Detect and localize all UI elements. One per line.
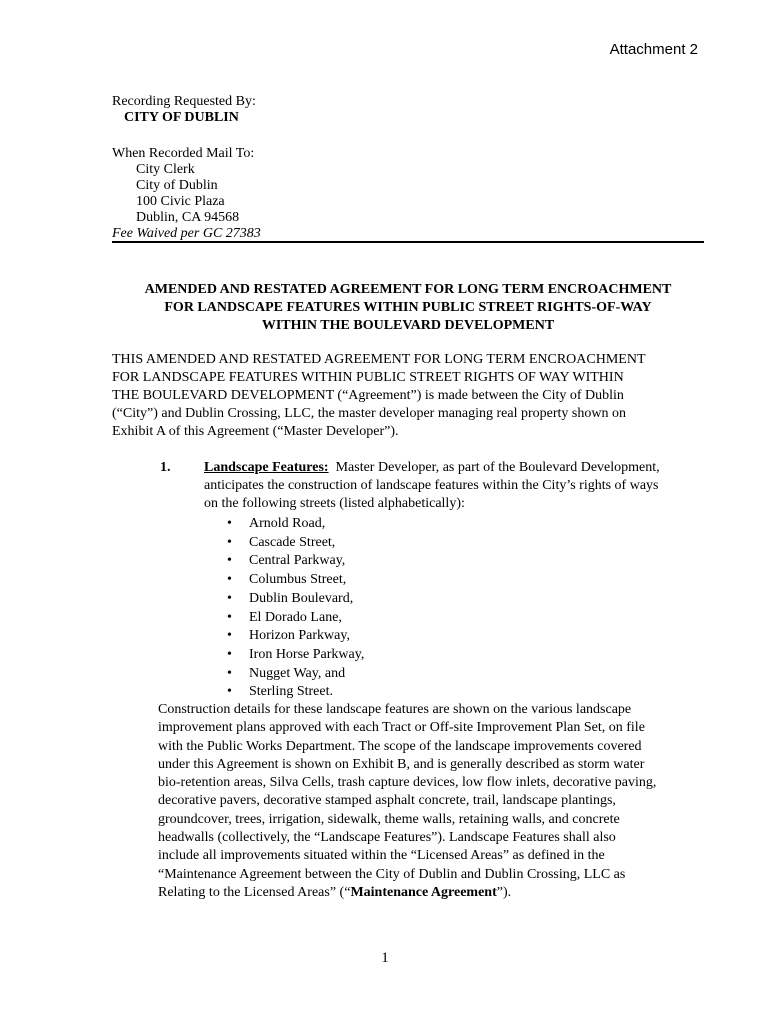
- section-line: on the following streets (listed alphabetically):: [204, 496, 465, 511]
- paragraph-line: groundcover, trees, irrigation, sidewalk, theme walls, retaining walls, and concrete: [158, 811, 620, 827]
- list-item: [223, 515, 364, 534]
- page-number: 1: [381, 950, 389, 966]
- section-heading-rest: Master Developer, as part of the Boulevard Development,: [328, 460, 660, 475]
- section-1-intro: [204, 459, 724, 513]
- street-name: Central Parkway,: [249, 553, 346, 569]
- mail-to-label: When Recorded Mail To:: [112, 146, 255, 161]
- section-heading: Landscape Features:: [204, 460, 329, 475]
- list-item: [223, 609, 364, 628]
- header-divider: [112, 241, 704, 243]
- intro-line: (“City”) and Dublin Crossing, LLC, the master developer managing real property shown on: [112, 406, 626, 421]
- mail-to-block: [112, 146, 261, 242]
- street-name: Cascade Street,: [249, 534, 336, 550]
- bullet-icon: •: [227, 534, 232, 550]
- bullet-icon: •: [227, 646, 232, 662]
- attachment-label: Attachment 2: [609, 41, 698, 58]
- fee-note: Fee Waived per GC 27383: [112, 226, 261, 241]
- bullet-icon: •: [227, 553, 232, 569]
- list-item: [223, 590, 364, 609]
- street-name: Sterling Street.: [249, 684, 333, 700]
- street-name: Dublin Boulevard,: [249, 590, 354, 606]
- title-line: FOR LANDSCAPE FEATURES WITHIN PUBLIC STREET RIGHTS-OF-WAY: [164, 300, 652, 315]
- paragraph-line: with the Public Works Department. The scope of the landscape improvements covered: [158, 738, 642, 754]
- streets-list: [223, 515, 364, 702]
- title-line: WITHIN THE BOULEVARD DEVELOPMENT: [261, 318, 555, 333]
- intro-line: THE BOULEVARD DEVELOPMENT (“Agreement”) is made between the City of Dublin: [112, 388, 624, 403]
- section-line: anticipates the construction of landscape features within the City’s rights of ways: [204, 478, 659, 493]
- paragraph-line: “Maintenance Agreement between the City of Dublin and Dublin Crossing, LLC as: [158, 866, 626, 882]
- mail-line: Dublin, CA 94568: [136, 210, 240, 225]
- maintenance-agreement-term: Maintenance Agreement: [350, 884, 497, 900]
- list-item: [223, 683, 364, 702]
- list-item: [223, 665, 364, 684]
- list-item: [223, 534, 364, 553]
- title-line: AMENDED AND RESTATED AGREEMENT FOR LONG TERM ENCROACHMENT: [144, 282, 672, 297]
- mail-line: City Clerk: [136, 162, 195, 177]
- bullet-icon: •: [227, 665, 232, 681]
- bullet-icon: •: [227, 684, 232, 700]
- intro-line: FOR LANDSCAPE FEATURES WITHIN PUBLIC STREET RIGHTS OF WAY WITHIN: [112, 370, 624, 385]
- list-item: [223, 627, 364, 646]
- bullet-icon: •: [227, 516, 232, 531]
- bullet-icon: •: [227, 572, 232, 588]
- document-title: [112, 281, 704, 335]
- street-name: Columbus Street,: [249, 572, 347, 588]
- paragraph-line: improvement plans approved with each Tract or Off-site Improvement Plan Set, on file: [158, 720, 645, 736]
- intro-paragraph: [112, 351, 712, 441]
- paragraph-line: include all improvements situated within the “Licensed Areas” as defined in the: [158, 848, 605, 864]
- requested-by-value: CITY OF DUBLIN: [124, 110, 239, 125]
- list-item: [223, 646, 364, 665]
- mail-line: 100 Civic Plaza: [136, 194, 225, 209]
- paragraph-line: bio-retention areas, Silva Cells, trash capture devices, low flow inlets, decorative paving,: [158, 775, 657, 791]
- paragraph-line: [158, 884, 718, 902]
- last-line-post: ”).: [496, 884, 512, 900]
- paragraph-line: under this Agreement is shown on Exhibit B, and is generally described as storm water: [158, 756, 645, 772]
- intro-line: THIS AMENDED AND RESTATED AGREEMENT FOR LONG TERM ENCROACHMENT: [112, 352, 646, 367]
- section-number: 1.: [160, 460, 171, 475]
- bullet-icon: •: [227, 590, 232, 606]
- bullet-icon: •: [227, 628, 232, 644]
- bullet-icon: •: [227, 609, 232, 625]
- recording-requested-block: [112, 94, 256, 126]
- street-name: Horizon Parkway,: [249, 628, 350, 644]
- street-name: El Dorado Lane,: [249, 609, 342, 625]
- paragraph-line: decorative pavers, decorative stamped asphalt concrete, trail, landscape plantings,: [158, 793, 616, 809]
- construction-paragraph: [158, 701, 718, 902]
- street-name: Iron Horse Parkway,: [249, 646, 365, 662]
- street-name: Nugget Way, and: [249, 665, 346, 681]
- intro-line: Exhibit A of this Agreement (“Master Developer”).: [112, 424, 399, 439]
- list-item: [223, 571, 364, 590]
- paragraph-line: Construction details for these landscape features are shown on the various landscape: [158, 702, 632, 717]
- last-line-pre: Relating to the Licensed Areas” (“: [158, 884, 351, 900]
- street-name: Arnold Road,: [249, 516, 326, 531]
- list-item: [223, 552, 364, 571]
- paragraph-line: headwalls (collectively, the “Landscape Features”). Landscape Features shall also: [158, 830, 616, 846]
- requested-by-label: Recording Requested By:: [112, 94, 256, 109]
- section-line: [204, 459, 724, 477]
- mail-line: City of Dublin: [136, 178, 218, 193]
